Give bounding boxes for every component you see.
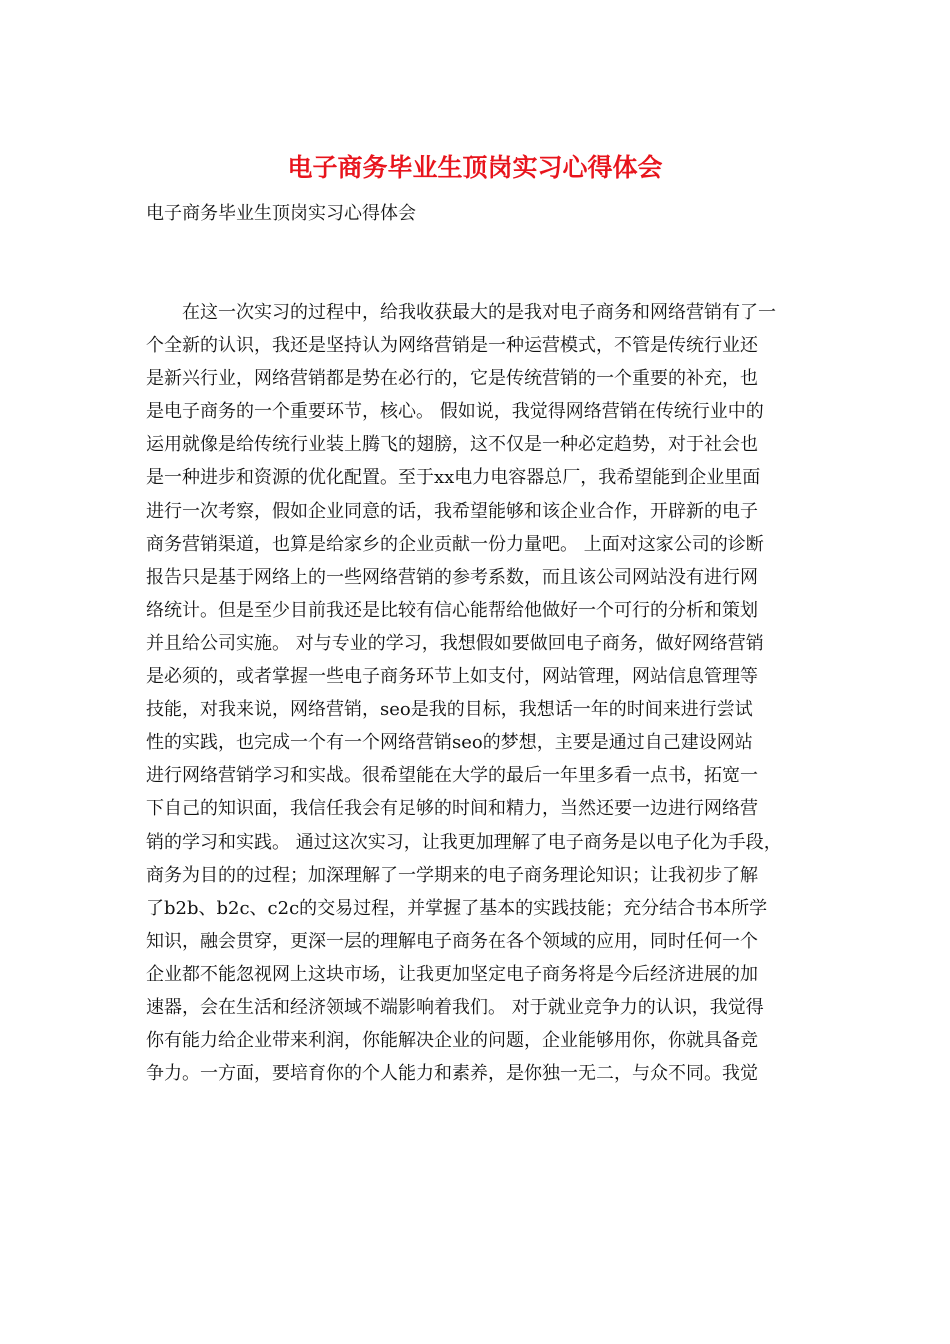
- body-line: 是新兴行业，网络营销都是势在必行的，它是传统营销的一个重要的补充，也: [146, 368, 758, 390]
- body-line: 进行网络营销学习和实战。很希望能在大学的最后一年里多看一点书，拓宽一: [146, 765, 758, 787]
- body-line: 络统计。但是至少目前我还是比较有信心能帮给他做好一个可行的分析和策划: [146, 599, 758, 621]
- body-line: 个全新的认识，我还是坚持认为网络营销是一种运营模式，不管是传统行业还: [146, 335, 758, 357]
- body-line: 商务营销渠道，也算是给家乡的企业贡献一份力量吧。 上面对这家公司的诊断: [146, 533, 764, 555]
- body-line: 企业都不能忽视网上这块市场，让我更加坚定电子商务将是今后经济进展的加: [146, 963, 758, 985]
- body-line: 技能，对我来说，网络营销，seo是我的目标，我想话一年的时间来进行尝试: [146, 699, 753, 721]
- document-title: 电子商务毕业生顶岗实习心得体会: [287, 153, 663, 182]
- body-line: 下自己的知识面，我信任我会有足够的时间和精力，当然还要一边进行网络营: [146, 798, 758, 820]
- body-line: 了b2b、b2c、c2c的交易过程，并掌握了基本的实践技能；充分结合书本所学: [146, 897, 768, 919]
- document-subtitle: 电子商务毕业生顶岗实习心得体会: [146, 203, 416, 224]
- body-line: 是一种进步和资源的优化配置。至于xx电力电容器总厂，我希望能到企业里面: [146, 467, 761, 489]
- body-line: 速器，会在生活和经济领域不端影响着我们。 对于就业竞争力的认识，我觉得: [146, 996, 764, 1018]
- body-line: 商务为目的的过程；加深理解了一学期来的电子商务理论知识；让我初步了解: [146, 864, 758, 886]
- body-line: 争力。一方面，要培育你的个人能力和素养，是你独一无二，与众不同。我觉: [146, 1063, 758, 1085]
- body-line: 是电子商务的一个重要环节，核心。 假如说，我觉得网络营销在传统行业中的: [146, 401, 764, 423]
- body-line: 运用就像是给传统行业装上腾飞的翅膀，这不仅是一种必定趋势，对于社会也: [146, 434, 758, 456]
- body-line: 进行一次考察，假如企业同意的话，我希望能够和该企业合作，开辟新的电子: [146, 500, 758, 522]
- body-line: 知识，融会贯穿，更深一层的理解电子商务在各个领域的应用，同时任何一个: [146, 930, 758, 952]
- body-line: 性的实践，也完成一个有一个网络营销seo的梦想，主要是通过自己建设网站: [146, 732, 753, 754]
- body-paragraph: [146, 296, 826, 1090]
- body-line: 报告只是基于网络上的一些网络营销的参考系数，而且该公司网站没有进行网: [146, 566, 758, 588]
- body-line: 并且给公司实施。 对与专业的学习，我想假如要做回电子商务，做好网络营销: [146, 632, 764, 654]
- body-line: 你有能力给企业带来利润，你能解决企业的问题，企业能够用你，你就具备竞: [146, 1030, 758, 1052]
- body-line: 销的学习和实践。 通过这次实习，让我更加理解了电子商务是以电子化为手段，: [146, 831, 782, 853]
- body-line: 在这一次实习的过程中，给我收获最大的是我对电子商务和网络营销有了一: [146, 302, 776, 323]
- body-line: 是必须的，或者掌握一些电子商务环节上如支付，网站管理，网站信息管理等: [146, 666, 758, 688]
